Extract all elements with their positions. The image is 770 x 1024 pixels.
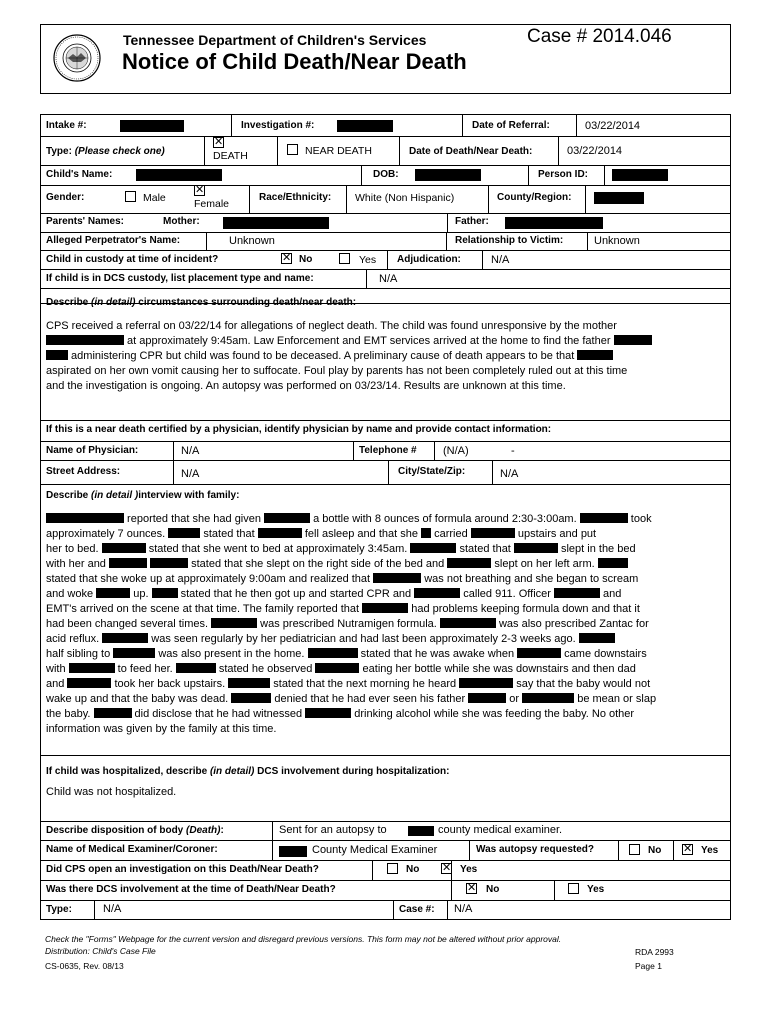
redaction-block: [579, 633, 615, 643]
redaction-block: [176, 663, 216, 673]
dcs-no-checkbox[interactable]: ✕: [467, 882, 477, 894]
redaction-block: [102, 633, 148, 643]
interview-line: EMT's arrived on the scene at that time. The family reported that had problems keeping formula down and that it: [46, 603, 640, 615]
interview-line: reported that she had given a bottle with 8 ounces of formula around 2:30-3:00am. took: [46, 512, 726, 527]
redaction-block: [577, 350, 613, 360]
disposition-label: Describe disposition of body (Death):: [46, 825, 224, 836]
adjudication-label: Adjudication:: [397, 254, 461, 265]
custody-yes-checkbox[interactable]: [339, 253, 350, 264]
date-of-referral-value: 03/22/2014: [585, 120, 641, 132]
placement-value: N/A: [379, 273, 398, 285]
death-checkbox[interactable]: ✕: [214, 136, 224, 148]
redaction-block: [517, 648, 561, 658]
parents-label: Parents' Names:: [46, 216, 124, 227]
redacted-intake-number: [120, 120, 184, 132]
redaction-block: [315, 663, 359, 673]
death-option-label: DEATH: [213, 150, 248, 162]
interview-line: and woke up. stated that he then got up and started CPR and called 911. Officer and: [46, 588, 622, 600]
male-option-label: Male: [143, 192, 166, 204]
interview-line: had been changed several times. was prescribed Nutramigen formula. was also prescribed Zantac for: [46, 618, 649, 630]
interview-label: Describe (in detail )interview with family:: [46, 490, 240, 501]
redaction-block: [113, 648, 155, 658]
redaction-block: [94, 708, 132, 718]
type-label: Type: (Please check one): [46, 146, 165, 157]
county-label: County/Region:: [497, 192, 572, 203]
interview-line: stated that she woke up at approximately 9:00am and realized that was not breathing and she began to scream: [46, 573, 639, 585]
redaction-block: [102, 543, 146, 553]
redacted-dob: [415, 169, 481, 181]
redaction-block: [46, 335, 124, 345]
redaction-block: [46, 350, 68, 360]
autopsy-yes-label: Yes: [701, 845, 719, 856]
redaction-block: [522, 693, 574, 703]
adjudication-value: N/A: [491, 254, 510, 266]
redaction-block: [580, 513, 628, 523]
examiner-label: Name of Medical Examiner/Coroner:: [46, 844, 218, 855]
redaction-block: [440, 618, 496, 628]
gender-label: Gender:: [46, 192, 85, 203]
footer-rda: RDA 2993: [635, 947, 674, 957]
redaction-block: [471, 528, 515, 538]
female-option-label: Female: [194, 198, 230, 210]
date-of-death-value: 03/22/2014: [567, 145, 623, 157]
custody-no-label: No: [299, 254, 313, 265]
case2-value: N/A: [454, 903, 473, 915]
relationship-label: Relationship to Victim:: [455, 235, 564, 246]
redaction-block: [614, 335, 652, 345]
redaction-block: [152, 588, 178, 598]
redacted-investigation-number: [337, 120, 393, 132]
autopsy-label: Was autopsy requested?: [476, 844, 594, 855]
type2-value: N/A: [103, 903, 122, 915]
agency-name: Tennessee Department of Children's Services: [123, 32, 427, 48]
intake-label: Intake #:: [46, 120, 87, 131]
father-label: Father:: [455, 216, 489, 227]
interview-line: with her and stated that she slept on the right side of the bed and slept on her left arm.: [46, 557, 726, 572]
redacted-county-disposition: [408, 826, 434, 836]
redaction-block: [554, 588, 600, 598]
redaction-block: [228, 678, 270, 688]
interview-line: acid reflux. was seen regularly by her pediatrician and had last been approximately 2-3 weeks ago.: [46, 632, 726, 647]
case-number: Case # 2014.046: [527, 26, 672, 47]
form-title: Notice of Child Death/Near Death: [122, 49, 467, 74]
city-state-zip-label: City/State/Zip:: [398, 466, 466, 477]
redaction-block: [514, 543, 558, 553]
redaction-block: [373, 573, 421, 583]
dcs-no-label: No: [486, 884, 500, 895]
interview-line: approximately 7 ounces. stated that fell asleep and that she carried upstairs and put: [46, 528, 597, 540]
physician-value: N/A: [181, 445, 200, 457]
footer-distribution: Distribution: Child's Case File: [45, 946, 156, 956]
mother-label: Mother:: [163, 216, 200, 227]
street-address-label: Street Address:: [46, 466, 121, 477]
redaction-block: [421, 528, 431, 538]
circumstances-line: at approximately 9:45am. Law Enforcement and EMT services arrived at the home to find the father: [46, 334, 726, 349]
redaction-block: [231, 693, 271, 703]
telephone-dash: -: [511, 445, 515, 457]
race-value: White (Non Hispanic): [355, 192, 455, 204]
redaction-block: [109, 558, 147, 568]
redaction-block: [468, 693, 506, 703]
perpetrator-value: Unknown: [229, 235, 275, 247]
redaction-block: [258, 528, 302, 538]
cps-yes-checkbox[interactable]: ✕: [442, 862, 452, 874]
interview-line: wake up and that the baby was dead. denied that he had ever seen his father or be mean or slap: [46, 693, 657, 705]
relationship-value: Unknown: [594, 235, 640, 247]
redaction-block: [211, 618, 257, 628]
redaction-block: [362, 603, 408, 613]
interview-line: the baby. did disclose that he had witnessed drinking alcohol while she was feeding the baby. No other: [46, 708, 635, 720]
circumstances-text: [46, 319, 726, 394]
type2-label: Type:: [46, 904, 72, 915]
child-name-label: Child's Name:: [46, 169, 113, 180]
cps-no-label: No: [406, 864, 420, 875]
redaction-block: [67, 678, 111, 688]
redacted-person-id: [612, 169, 668, 181]
near-death-option-label: NEAR DEATH: [305, 145, 372, 157]
footer-note: Check the "Forms" Webpage for the current version and disregard previous versions. This form may not be altered without prior approval.: [45, 934, 562, 944]
date-of-referral-label: Date of Referral:: [472, 120, 550, 131]
cps-question-label: Did CPS open an investigation on this Death/Near Death?: [46, 864, 319, 875]
interview-text: [46, 512, 726, 737]
hospitalization-label: If child was hospitalized, describe (in detail) DCS involvement during hospitalization:: [46, 766, 450, 777]
person-id-label: Person ID:: [538, 169, 589, 180]
circumstances-line: and the investigation is ongoing. An autopsy was performed on 03/23/14. Results are unknown at this time.: [46, 380, 566, 392]
investigation-label: Investigation #:: [241, 120, 315, 131]
redaction-block: [447, 558, 491, 568]
custody-label: Child in custody at time of incident?: [46, 254, 219, 265]
cps-yes-label: Yes: [460, 864, 478, 875]
custody-no-checkbox[interactable]: ✕: [282, 252, 292, 264]
footer-form-number: CS-0635, Rev. 08/13: [45, 961, 124, 971]
near-death-physician-label: If this is a near death certified by a physician, identify physician by name and provide contact information:: [46, 424, 552, 435]
custody-yes-label: Yes: [359, 254, 377, 266]
footer-page: Page 1: [635, 961, 662, 971]
notice-form: [40, 114, 731, 920]
female-checkbox[interactable]: ✕: [195, 184, 205, 196]
autopsy-no-checkbox[interactable]: [629, 844, 640, 855]
interview-line: and took her back upstairs. stated that the next morning he heard say that the baby would not: [46, 678, 651, 690]
dcs-question-label: Was there DCS involvement at the time of Death/Near Death?: [46, 884, 336, 895]
perpetrator-label: Alleged Perpetrator's Name:: [46, 235, 181, 246]
interview-line: half sibling to was also present in the home. stated that he was awake when came downstairs: [46, 648, 647, 660]
circumstances-line: administering CPR but child was found to be deceased. A preliminary cause of death appears to be that: [46, 349, 726, 364]
redaction-block: [308, 648, 358, 658]
redacted-mother-name: [223, 217, 329, 229]
dcs-yes-label: Yes: [587, 884, 605, 895]
redaction-block: [598, 558, 628, 568]
redaction-block: [46, 513, 124, 523]
redacted-child-name: [136, 169, 222, 181]
dcs-yes-checkbox[interactable]: [568, 883, 579, 894]
autopsy-yes-checkbox[interactable]: ✕: [683, 843, 693, 855]
circumstances-line: CPS received a referral on 03/22/14 for allegations of neglect death. The child was found unresponsive by the mother: [46, 320, 617, 332]
circumstances-line: aspirated on her own vomit causing her to suffocate. Foul play by parents has not been completely ruled out at this time: [46, 365, 628, 377]
document-header: [40, 24, 731, 94]
interview-line: information was given by the family at this time.: [46, 723, 277, 735]
dob-label: DOB:: [373, 169, 399, 180]
race-label: Race/Ethnicity:: [259, 192, 332, 203]
date-of-death-label: Date of Death/Near Death:: [409, 146, 533, 157]
redaction-block: [150, 558, 188, 568]
telephone-label: Telephone #: [359, 445, 417, 456]
state-seal-icon: [53, 34, 101, 82]
disposition-value-start: Sent for an autopsy to: [279, 824, 387, 836]
redaction-block: [264, 513, 310, 523]
interview-line: with to feed her. stated he observed eating her bottle while she was downstairs and then dad: [46, 663, 636, 675]
near-death-checkbox[interactable]: [287, 144, 298, 155]
cps-no-checkbox[interactable]: [387, 863, 398, 874]
redaction-block: [96, 588, 130, 598]
redaction-block: [69, 663, 115, 673]
redaction-block: [305, 708, 351, 718]
redaction-block: [414, 588, 460, 598]
redacted-examiner-county: [279, 846, 307, 857]
disposition-value-end: county medical examiner.: [438, 824, 563, 836]
circumstances-label: Describe (in detail) circumstances surrounding death/near death:: [46, 297, 357, 308]
street-address-value: N/A: [181, 468, 200, 480]
autopsy-no-label: No: [648, 845, 662, 856]
male-checkbox[interactable]: [125, 191, 136, 202]
physician-label: Name of Physician:: [46, 445, 139, 456]
redaction-block: [459, 678, 513, 688]
redaction-block: [168, 528, 200, 538]
hospitalization-value: Child was not hospitalized.: [46, 786, 177, 798]
redaction-block: [410, 543, 456, 553]
placement-label: If child is in DCS custody, list placement type and name:: [46, 273, 314, 284]
telephone-value: (N/A): [443, 445, 469, 457]
examiner-value: County Medical Examiner: [312, 844, 438, 856]
redacted-father-name: [505, 217, 603, 229]
city-state-zip-value: N/A: [500, 468, 519, 480]
redacted-county: [594, 192, 644, 204]
interview-line: her to bed. stated that she went to bed at approximately 3:45am. stated that slept in the bed: [46, 543, 636, 555]
case2-label: Case #:: [399, 904, 435, 915]
